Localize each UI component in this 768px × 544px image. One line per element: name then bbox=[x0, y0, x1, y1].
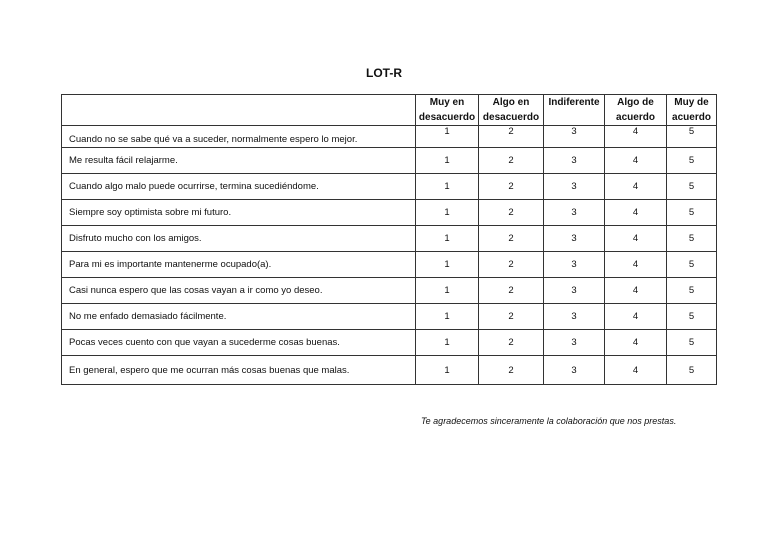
header-row bbox=[62, 95, 717, 126]
rating-option-3[interactable]: 3 bbox=[544, 148, 605, 174]
header-muy-de-acuerdo: Muy de acuerdo bbox=[667, 95, 717, 126]
statement-text: Me resulta fácil relajarme. bbox=[62, 148, 416, 174]
rating-option-4[interactable]: 4 bbox=[605, 252, 667, 278]
rating-option-2[interactable]: 2 bbox=[479, 126, 544, 148]
header-algo-de-acuerdo: Algo de acuerdo bbox=[605, 95, 667, 126]
rating-option-1[interactable]: 1 bbox=[416, 304, 479, 330]
statement-text: Para mi es importante mantenerme ocupado(a). bbox=[62, 252, 416, 278]
table-row bbox=[62, 174, 717, 200]
statement-text: Cuando no se sabe qué va a suceder, normalmente espero lo mejor. bbox=[62, 126, 416, 148]
rating-option-1[interactable]: 1 bbox=[416, 148, 479, 174]
table-row bbox=[62, 252, 717, 278]
rating-option-2[interactable]: 2 bbox=[479, 356, 544, 385]
rating-option-5[interactable]: 5 bbox=[667, 304, 717, 330]
rating-option-3[interactable]: 3 bbox=[544, 226, 605, 252]
table-row bbox=[62, 330, 717, 356]
header-blank bbox=[62, 95, 416, 126]
rating-option-5[interactable]: 5 bbox=[667, 126, 717, 148]
rating-option-2[interactable]: 2 bbox=[479, 252, 544, 278]
table-row bbox=[62, 278, 717, 304]
header-indiferente: Indiferente bbox=[544, 95, 605, 126]
rating-option-4[interactable]: 4 bbox=[605, 330, 667, 356]
rating-option-5[interactable]: 5 bbox=[667, 200, 717, 226]
rating-option-4[interactable]: 4 bbox=[605, 148, 667, 174]
rating-option-2[interactable]: 2 bbox=[479, 304, 544, 330]
statement-text: Siempre soy optimista sobre mi futuro. bbox=[62, 200, 416, 226]
statement-text: Pocas veces cuento con que vayan a sucederme cosas buenas. bbox=[62, 330, 416, 356]
table-row bbox=[62, 200, 717, 226]
rating-option-5[interactable]: 5 bbox=[667, 148, 717, 174]
rating-option-5[interactable]: 5 bbox=[667, 356, 717, 385]
statement-text: En general, espero que me ocurran más cosas buenas que malas. bbox=[62, 356, 416, 385]
rating-option-3[interactable]: 3 bbox=[544, 330, 605, 356]
rating-option-1[interactable]: 1 bbox=[416, 252, 479, 278]
table-row bbox=[62, 148, 717, 174]
rating-option-3[interactable]: 3 bbox=[544, 252, 605, 278]
rating-option-2[interactable]: 2 bbox=[479, 278, 544, 304]
footer-note: Te agradecemos sinceramente la colaboración que nos prestas. bbox=[421, 416, 677, 426]
header-muy-en-desacuerdo: Muy en desacuerdo bbox=[416, 95, 479, 126]
rating-option-1[interactable]: 1 bbox=[416, 200, 479, 226]
rating-option-1[interactable]: 1 bbox=[416, 330, 479, 356]
header-algo-en-desacuerdo: Algo en desacuerdo bbox=[479, 95, 544, 126]
table-row bbox=[62, 226, 717, 252]
rating-option-5[interactable]: 5 bbox=[667, 330, 717, 356]
rating-option-4[interactable]: 4 bbox=[605, 304, 667, 330]
rating-option-5[interactable]: 5 bbox=[667, 226, 717, 252]
rating-option-3[interactable]: 3 bbox=[544, 304, 605, 330]
rating-option-4[interactable]: 4 bbox=[605, 126, 667, 148]
table-row bbox=[62, 126, 717, 148]
rating-option-1[interactable]: 1 bbox=[416, 356, 479, 385]
rating-option-4[interactable]: 4 bbox=[605, 200, 667, 226]
rating-option-4[interactable]: 4 bbox=[605, 356, 667, 385]
rating-option-4[interactable]: 4 bbox=[605, 278, 667, 304]
document-title: LOT-R bbox=[366, 66, 402, 80]
lot-r-table bbox=[61, 94, 717, 385]
rating-option-2[interactable]: 2 bbox=[479, 226, 544, 252]
rating-option-3[interactable]: 3 bbox=[544, 278, 605, 304]
rating-option-2[interactable]: 2 bbox=[479, 200, 544, 226]
rating-option-1[interactable]: 1 bbox=[416, 226, 479, 252]
rating-option-5[interactable]: 5 bbox=[667, 278, 717, 304]
rating-option-2[interactable]: 2 bbox=[479, 148, 544, 174]
rating-option-4[interactable]: 4 bbox=[605, 174, 667, 200]
statement-text: Disfruto mucho con los amigos. bbox=[62, 226, 416, 252]
rating-option-1[interactable]: 1 bbox=[416, 174, 479, 200]
rating-option-1[interactable]: 1 bbox=[416, 126, 479, 148]
rating-option-5[interactable]: 5 bbox=[667, 174, 717, 200]
rating-option-2[interactable]: 2 bbox=[479, 330, 544, 356]
statement-text: Casi nunca espero que las cosas vayan a ir como yo deseo. bbox=[62, 278, 416, 304]
table-row bbox=[62, 356, 717, 385]
rating-option-1[interactable]: 1 bbox=[416, 278, 479, 304]
rating-option-2[interactable]: 2 bbox=[479, 174, 544, 200]
rating-option-3[interactable]: 3 bbox=[544, 174, 605, 200]
table-row bbox=[62, 304, 717, 330]
statement-text: No me enfado demasiado fácilmente. bbox=[62, 304, 416, 330]
rating-option-3[interactable]: 3 bbox=[544, 126, 605, 148]
rating-option-4[interactable]: 4 bbox=[605, 226, 667, 252]
rating-option-3[interactable]: 3 bbox=[544, 356, 605, 385]
rating-option-5[interactable]: 5 bbox=[667, 252, 717, 278]
statement-text: Cuando algo malo puede ocurrirse, termina sucediéndome. bbox=[62, 174, 416, 200]
rating-option-3[interactable]: 3 bbox=[544, 200, 605, 226]
